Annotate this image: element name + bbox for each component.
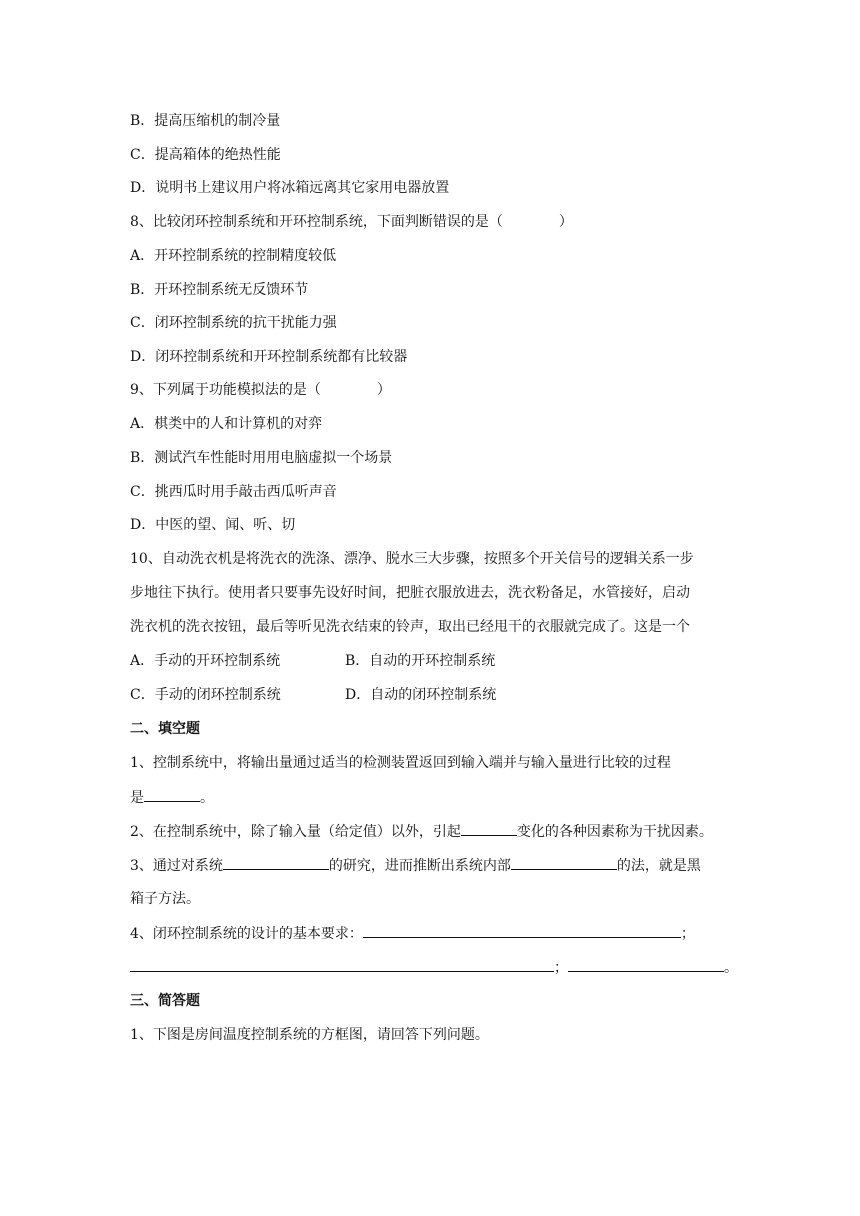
- fill1-line1: 1、控制系统中，将输出量通过适当的检测装置返回到输入端并与输入量进行比较的过程: [130, 755, 671, 771]
- fill1-prefix: 是: [130, 790, 144, 806]
- fill4-separator1: ；: [680, 926, 695, 942]
- q10-option-a: A．手动的开环控制系统: [130, 653, 281, 669]
- fill1-suffix: 。: [200, 790, 214, 806]
- q10-option-row1: [130, 651, 496, 671]
- q10-stem-line2: 步地往下执行。使用者只要事先设好时间，把脏衣服放进去，洗衣粉备足，水管接好，启动: [130, 585, 690, 601]
- q9-option-d: D．中医的望、闻、听、切: [130, 517, 296, 533]
- q10-option-b: B．自动的开环控制系统: [345, 653, 496, 669]
- fill3-suffix: 的法，就是黑: [616, 858, 701, 874]
- fill2-prefix: 2、在控制系统中，除了输入量（给定值）以外，引起: [130, 824, 461, 840]
- fill3-prefix: 3、通过对系统: [130, 858, 223, 874]
- q8-stem: 8、比较闭环控制系统和开环控制系统，下面判断错误的是（ ）: [130, 214, 573, 230]
- section3-title: 三、简答题: [130, 993, 200, 1009]
- q9-stem: 9、下列属于功能模拟法的是（ ）: [130, 382, 391, 398]
- q9-option-b: B．测试汽车性能时用用电脑虚拟一个场景: [130, 450, 393, 466]
- fill4-blank2[interactable]: [130, 957, 554, 972]
- q7-option-b: B．提高压缩机的制冷量: [130, 113, 281, 129]
- fill3-blank1[interactable]: [223, 855, 329, 870]
- fill3-middle: 的研究，进而推断出系统内部: [328, 858, 511, 874]
- fill4-line2: [130, 957, 738, 978]
- q8-option-a: A．开环控制系统的控制精度较低: [130, 248, 337, 264]
- q10-stem-line3: 洗衣机的洗衣按钮，最后等听见洗衣结束的铃声，取出已经甩干的衣服就完成了。这是一个: [130, 619, 690, 635]
- q10-option-d: D．自动的闭环控制系统: [345, 687, 497, 703]
- short-answer-q1: 1、下图是房间温度控制系统的方框图，请回答下列问题。: [130, 1027, 489, 1043]
- fill1-blank[interactable]: [144, 787, 200, 802]
- fill2-suffix: 变化的各种因素称为干扰因素。: [516, 824, 713, 840]
- q9-option-c: C．挑西瓜时用手敲击西瓜听声音: [130, 484, 337, 500]
- fill3-line1: [130, 855, 701, 876]
- q7-option-c: C．提高箱体的绝热性能: [130, 147, 281, 163]
- fill2-blank[interactable]: [461, 821, 517, 836]
- fill4-end: 。: [724, 960, 738, 976]
- q10-option-row2: [130, 685, 497, 705]
- q8-option-c: C．闭环控制系统的抗干扰能力强: [130, 315, 337, 331]
- fill1-line2: [130, 787, 214, 808]
- fill4-separator2: ；: [554, 960, 568, 976]
- fill4-prefix: 4、闭环控制系统的设计的基本要求：: [130, 926, 363, 942]
- fill4-blank3[interactable]: [568, 957, 724, 972]
- section2-title: 二、填空题: [130, 721, 200, 737]
- fill2-line: [130, 821, 713, 842]
- q9-option-a: A．棋类中的人和计算机的对弈: [130, 416, 323, 432]
- fill4-line1: [130, 923, 695, 944]
- fill3-line2: 箱子方法。: [130, 891, 200, 907]
- q7-option-d: D．说明书上建议用户将冰箱远离其它家用电器放置: [130, 180, 450, 196]
- q8-option-d: D．闭环控制系统和开环控制系统都有比较器: [130, 349, 408, 365]
- q8-option-b: B．开环控制系统无反馈环节: [130, 282, 309, 298]
- fill3-blank2[interactable]: [511, 855, 617, 870]
- fill4-blank1[interactable]: [363, 923, 681, 938]
- q10-option-c: C．手动的闭环控制系统: [130, 687, 281, 703]
- q10-stem-line1: 10、自动洗衣机是将洗衣的洗涤、漂净、脱水三大步骤，按照多个开关信号的逻辑关系一步: [130, 551, 694, 567]
